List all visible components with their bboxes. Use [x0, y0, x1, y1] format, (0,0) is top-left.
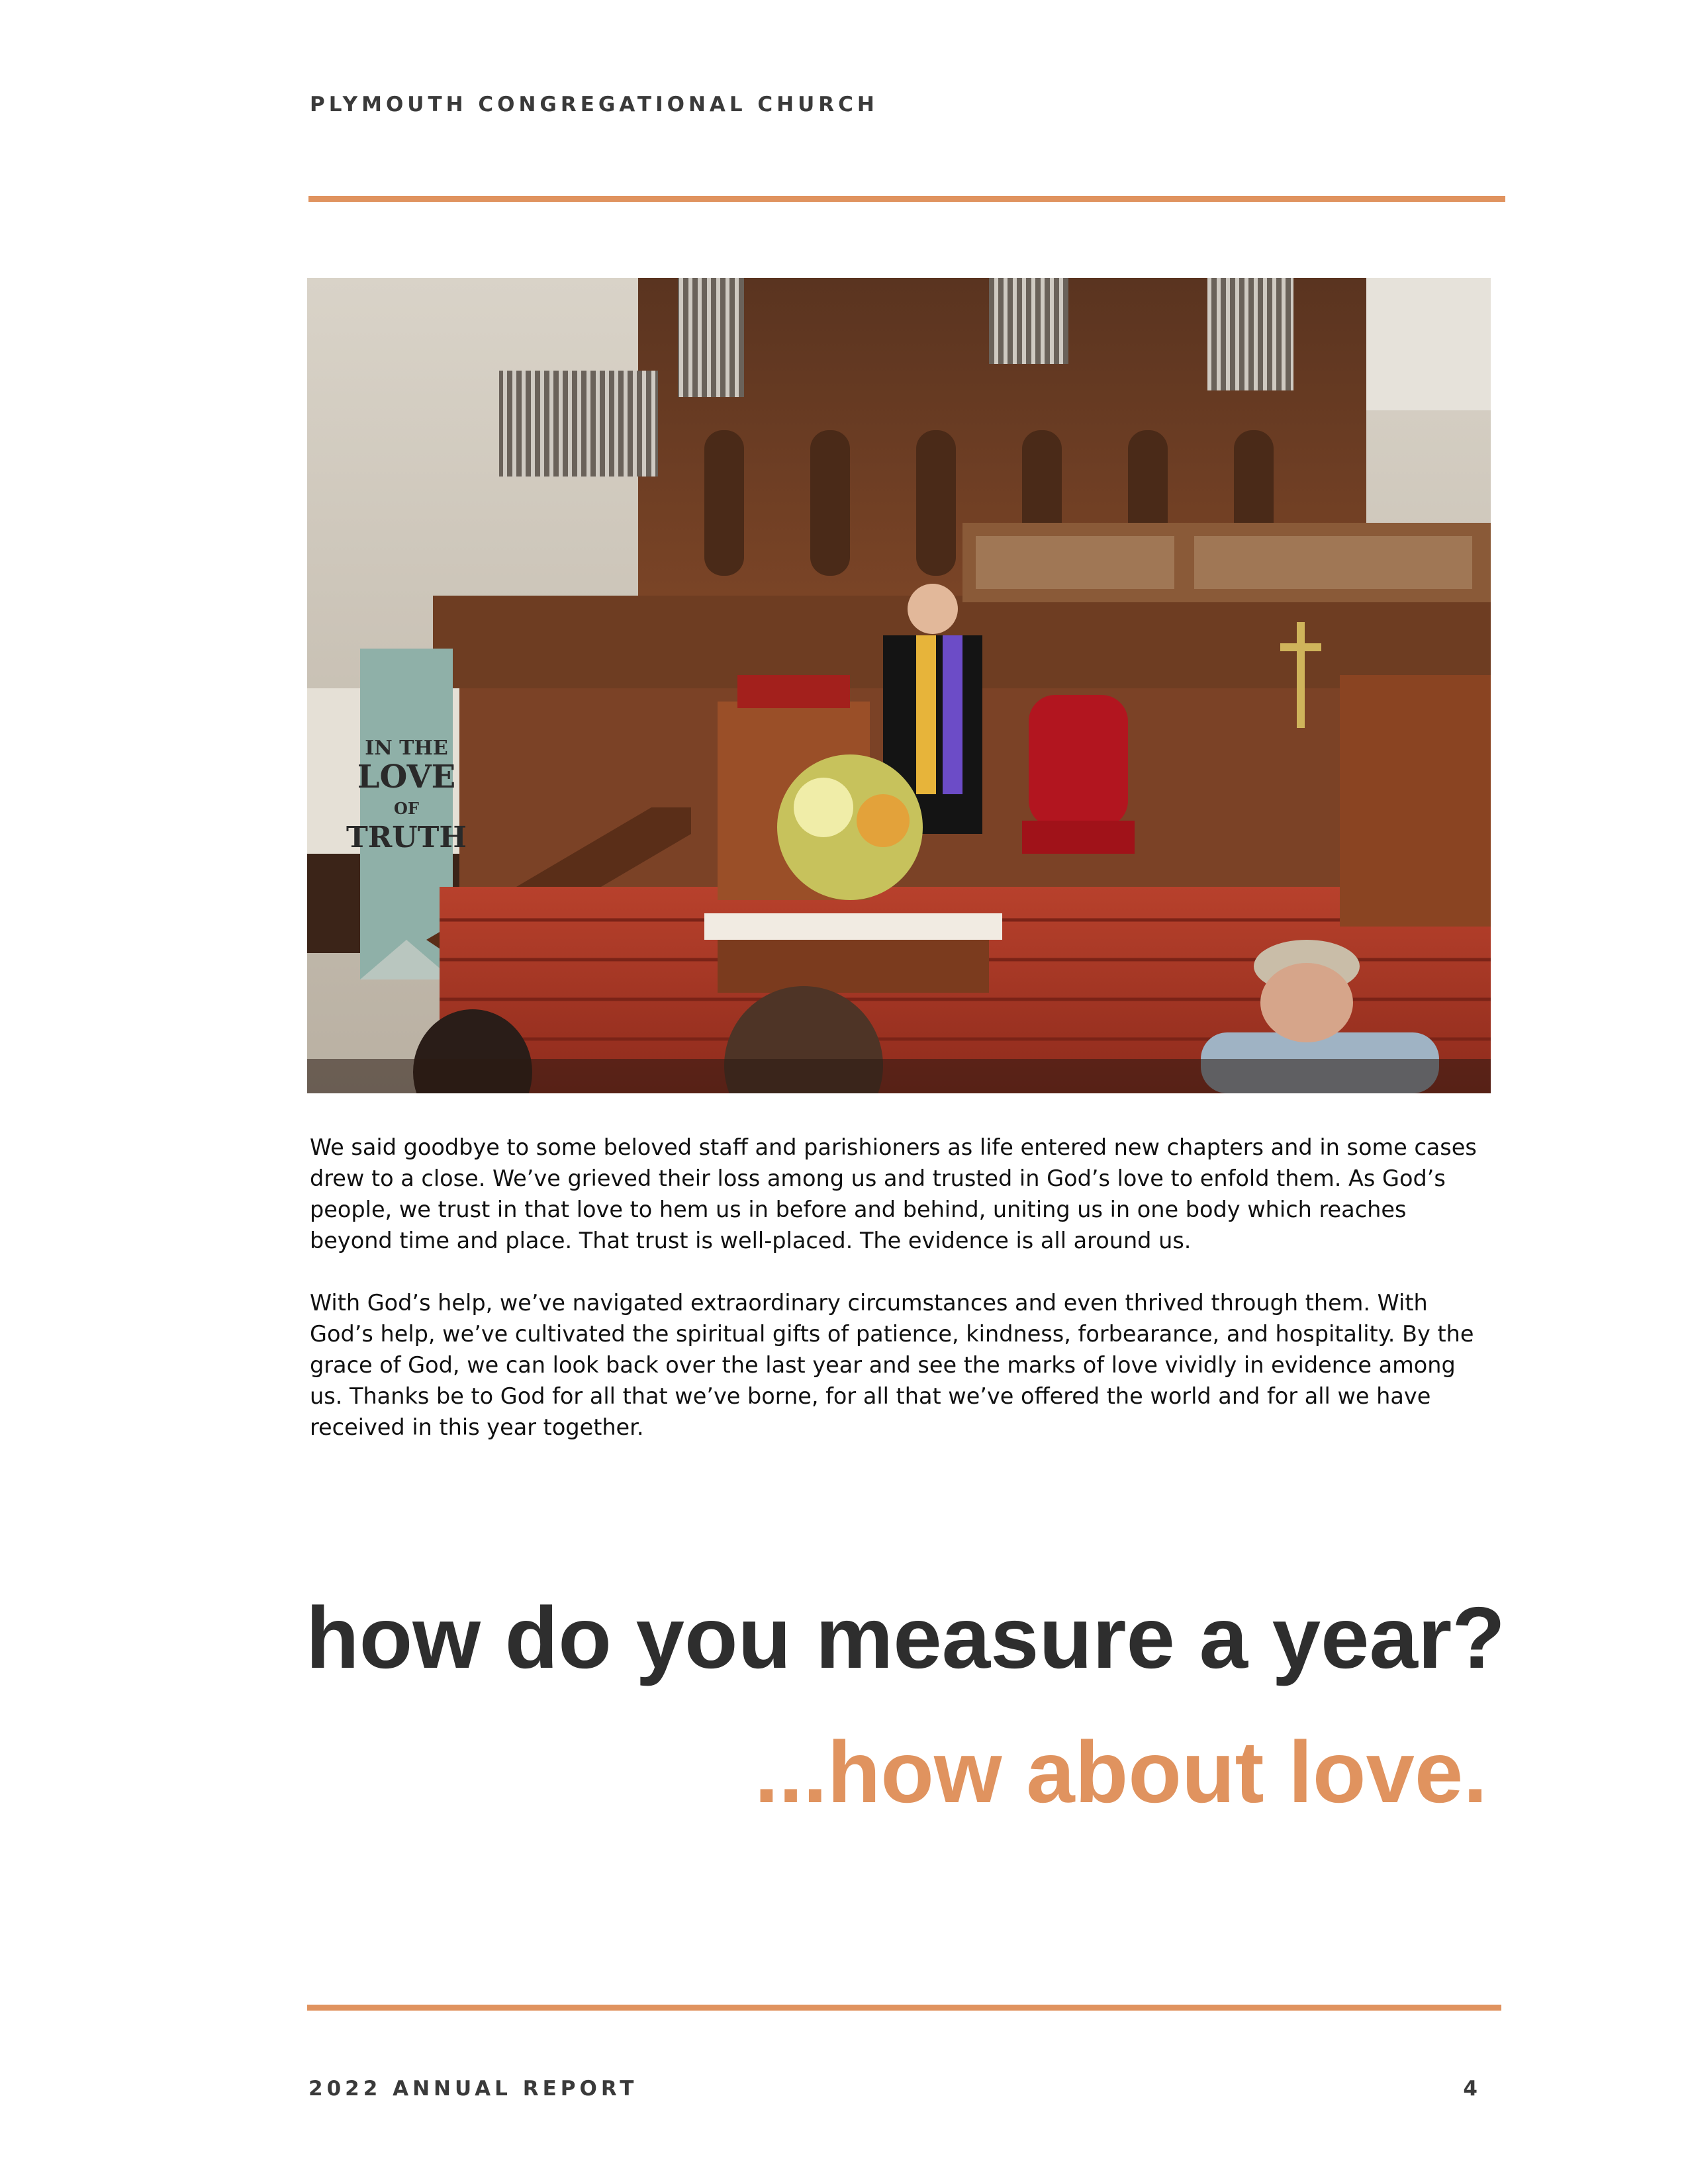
- svg-text:TRUTH: TRUTH: [346, 821, 467, 854]
- sanctuary-photo: [307, 278, 1491, 1093]
- page-number: 4: [1463, 2077, 1477, 2101]
- headline-question: how do you measure a year?: [306, 1589, 1505, 1686]
- body-paragraph-2: With God’s help, we’ve navigated extraordinary circumstances and even thrived through them. With God’s help, we’ve cultivated the spiritual gifts of patience, kindness, forbearance, and hospitality. By the grace of God, we can look back over the last year and see the marks of love vividly in evidence among us. Thanks be to God for all that we’ve borne, for all that we’ve offered the world and for all we have received in this year together.: [310, 1290, 1474, 1440]
- top-divider: [308, 196, 1505, 202]
- footer-report-title: 2022 ANNUAL REPORT: [308, 2077, 638, 2101]
- svg-text:IN THE: IN THE: [365, 737, 448, 760]
- svg-text:LOVE: LOVE: [357, 758, 456, 796]
- headline-answer: ...how about love.: [754, 1723, 1487, 1821]
- svg-text:OF: OF: [394, 799, 419, 818]
- body-paragraph-1: We said goodbye to some beloved staff and parishioners as life entered new chapters and in some cases drew to a close. We’ve grieved their loss among us and trusted in God’s love to enfold them. As God’s people, we trust in that love to hem us in before and behind, uniting us in one body which reaches beyond time and place. That trust is well-placed. The evidence is all around us.: [310, 1134, 1477, 1253]
- church-name-header: PLYMOUTH CONGREGATIONAL CHURCH: [310, 93, 878, 116]
- bottom-divider: [307, 2005, 1501, 2011]
